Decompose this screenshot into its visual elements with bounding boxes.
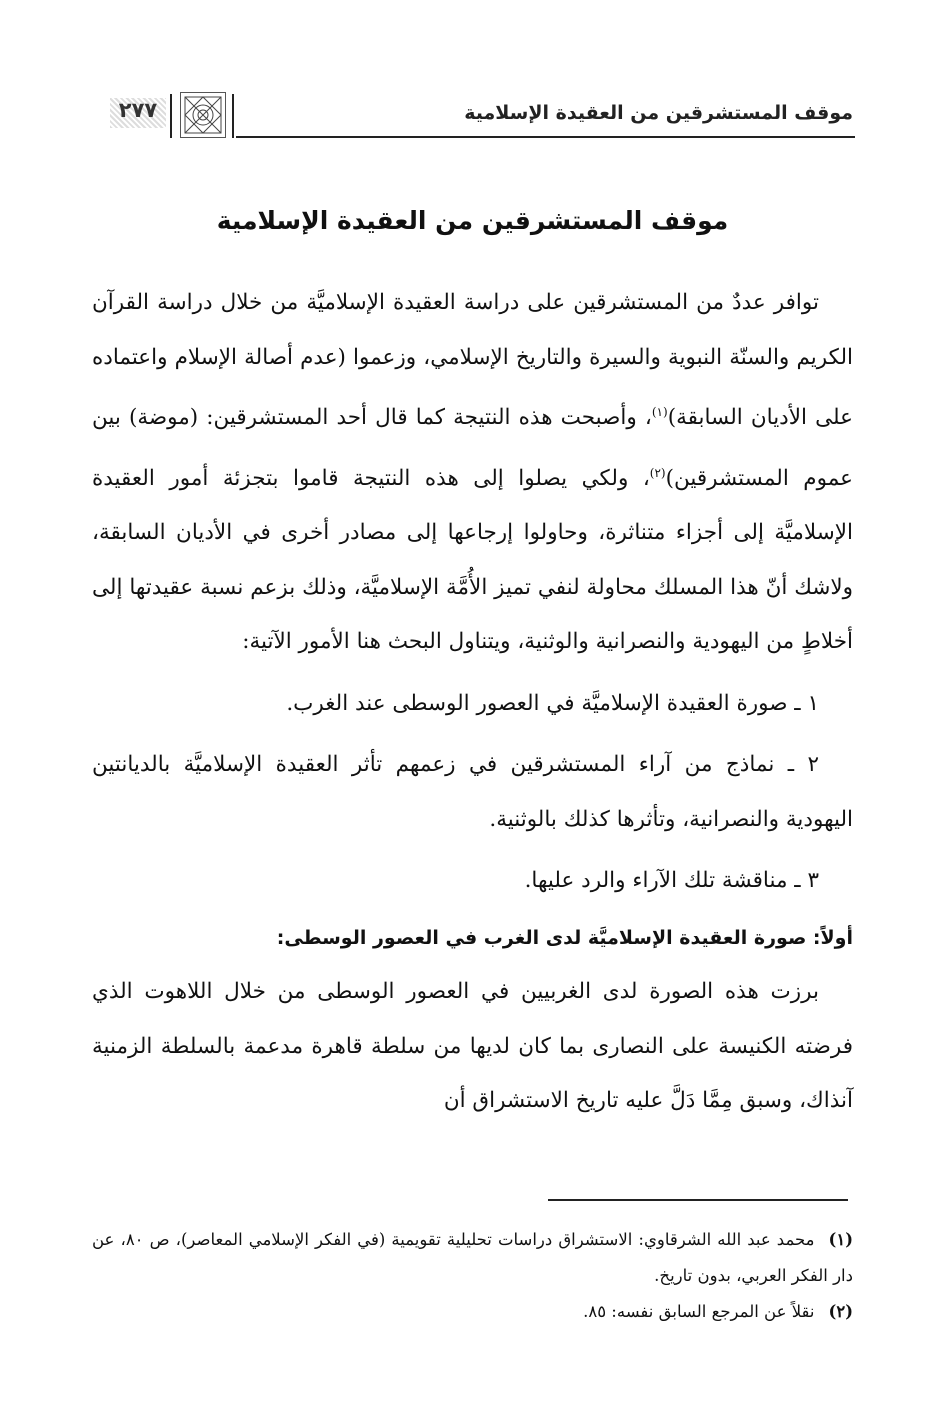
section-paragraph: برزت هذه الصورة لدى الغربيين في العصور الوسطى من خلال اللاهوت الذي فرضته الكنيسة على النصارى بما كان لديها من سلطة قاهرة مدعمة بالسلطة الزمنية آنذاك، وسبق مِمَّا دَلَّ عليه تاريخ الاستشراق أن bbox=[92, 979, 853, 1114]
list-item: ٣ ـ مناقشة تلك الآراء والرد عليها. bbox=[524, 868, 819, 894]
footnote-divider bbox=[548, 1199, 848, 1201]
footnote-number: (٢) bbox=[828, 1302, 853, 1321]
intro-text-a: توافر عددٌ من المستشرقين على دراسة العقيدة الإسلاميَّة من خلال دراسة القرآن الكريم والسنّة النبوية والسيرة والتاريخ الإسلامي، وزعموا (عدم أصالة الإسلام واعتماده على الأديان السابقة) bbox=[92, 290, 853, 431]
footnote-ref-1: (١) bbox=[651, 405, 668, 419]
intro-text-b: ، وأصبحت هذه النتيجة كما قال أحد المستشرقين: (موضة) بين عموم المستشرقين) bbox=[92, 405, 853, 491]
intro-paragraph bbox=[92, 276, 853, 670]
header-divider bbox=[232, 94, 234, 138]
header-divider-left bbox=[170, 94, 172, 138]
intro-text-c: ، ولكي يصلوا إلى هذه النتيجة قاموا بتجزئة أمور العقيدة الإسلاميَّة إلى أجزاء متناثرة، وحاولوا إرجاعها إلى مصادر أخرى في الأديان السابقة، ولاشك أنّ هذا المسلك محاولة لنفي تميز الأُمَّة الإسلاميَّة، وذلك بزعم نسبة عقيدتها إلى أخلاطٍ من اليهودية والنصرانية والوثنية، ويتناول البحث هنا الأمور الآتية: bbox=[92, 465, 853, 655]
chapter-title: موقف المستشرقين من العقيدة الإسلامية bbox=[216, 206, 729, 235]
footnotes bbox=[92, 1222, 853, 1330]
footnote bbox=[92, 1222, 853, 1294]
footnote-text: محمد عبد الله الشرقاوي: الاستشراق دراسات تحليلية تقويمية (في الفكر الإسلامي المعاصر)، ص ٨٠، عن دار الفكر العربي، بدون تاريخ. bbox=[92, 1230, 853, 1285]
ornament-icon bbox=[180, 92, 226, 138]
page-number: ٢٧٧ bbox=[110, 98, 166, 128]
footnote-number: (١) bbox=[828, 1230, 853, 1249]
header-rule bbox=[236, 136, 855, 138]
running-header-title: موقف المستشرقين من العقيدة الإسلامية bbox=[464, 102, 853, 124]
body-text bbox=[92, 276, 853, 1129]
footnote bbox=[92, 1294, 853, 1330]
footnote-text: نقلاً عن المرجع السابق نفسه: ٨٥. bbox=[583, 1302, 815, 1321]
list-item: ٢ ـ نماذج من آراء المستشرقين في زعمهم تأثر العقيدة الإسلاميَّة بالديانتين اليهودية والنصرانية، وتأثرها كذلك بالوثنية. bbox=[92, 752, 853, 832]
list-item: ١ ـ صورة العقيدة الإسلاميَّة في العصور الوسطى عند الغرب. bbox=[286, 690, 819, 716]
section-heading: أولاً: صورة العقيدة الإسلاميَّة لدى الغرب في العصور الوسطى: bbox=[276, 926, 853, 949]
footnote-ref-2: (٢) bbox=[649, 465, 666, 480]
